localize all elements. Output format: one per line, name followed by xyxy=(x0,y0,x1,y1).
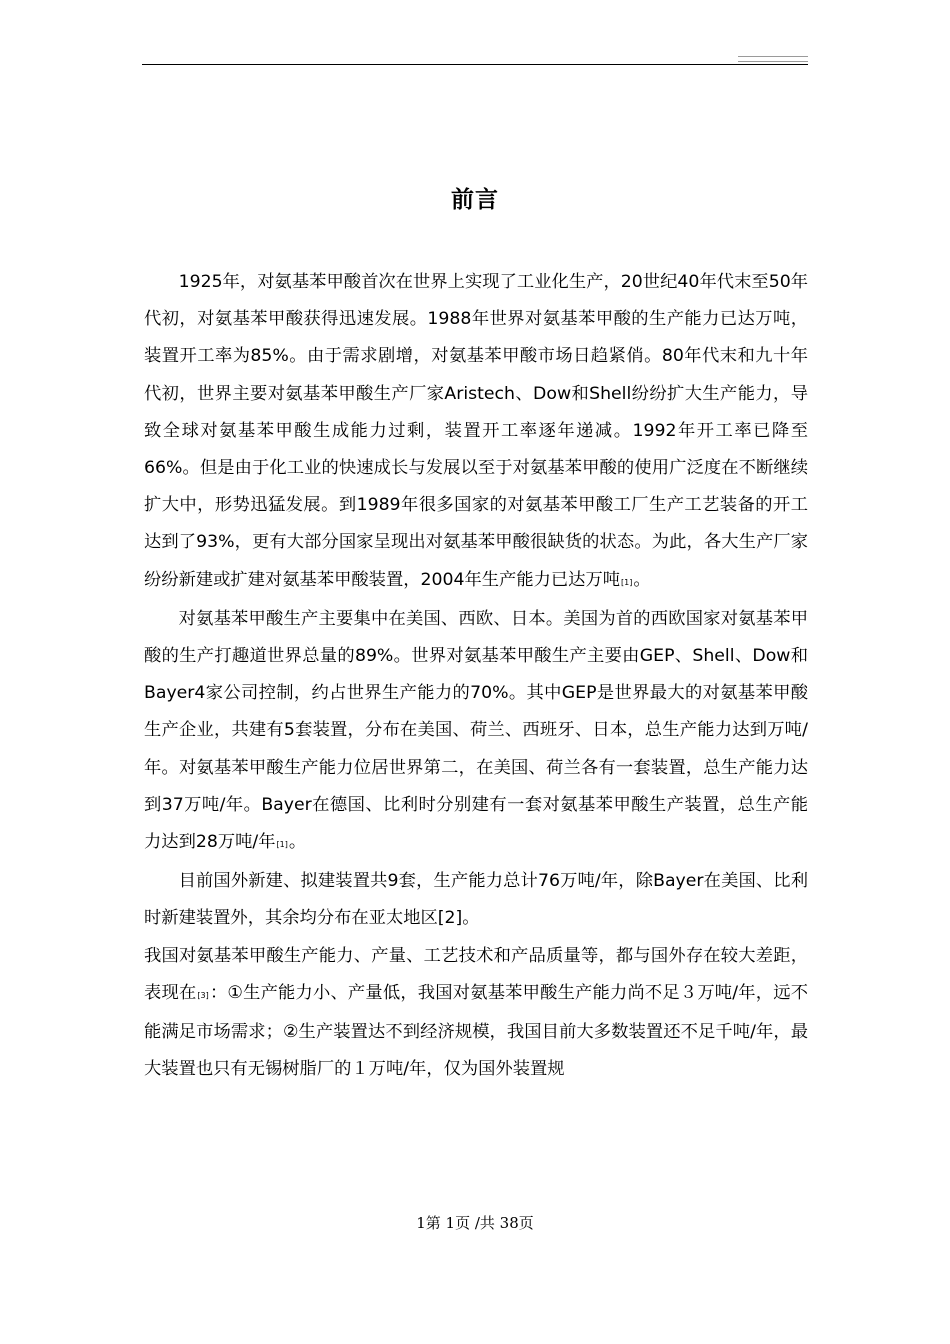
paragraph-text: 我国对氨基苯甲酸生产能力、产量、工艺技术和产品质量等，都与国外存在较大差距，表现在 xyxy=(144,945,808,1003)
paragraph-3 xyxy=(144,863,808,937)
citation: [3] xyxy=(197,990,209,1000)
header-rule xyxy=(142,64,808,65)
citation: [1] xyxy=(276,840,288,850)
paragraph-tail: 。 xyxy=(633,569,651,590)
body-text xyxy=(144,264,808,1088)
paragraph-text: 1925年，对氨基苯甲酸首次在世界上实现了工业化生产，20世纪40年代末至50年代初，对氨基苯甲酸获得迅速发展。1988年世界对氨基苯甲酸的生产能力已达万吨，装置开工率为85%。由于需求剧增，对氨基苯甲酸市场日趋紧俏。80年代末和九十年代初，世界主要对氨基苯甲酸生产厂家Aristech、Dow和Shell纷纷扩大生产能力，导致全球对氨基苯甲酸生成能力过剩，装置开工率逐年递减。1992年开工率已降至66%。但是由于化工业的快速成长与发展以至于对氨基苯甲酸的使用广泛度在不断继续扩大中，形势迅猛发展。到1989年很多国家的对氨基苯甲酸工厂生产工艺装备的开工达到了93%，更有大部分国家呈现出对氨基苯甲酸很缺货的状态。为此，各大生产厂家纷纷新建或扩建对氨基苯甲酸装置，2004年生产能力已达万吨 xyxy=(144,272,808,590)
page-footer: 1第 1页 /共 38页 xyxy=(416,1214,534,1232)
paragraph-text: 对氨基苯甲酸生产主要集中在美国、西欧、日本。美国为首的西欧国家对氨基苯甲酸的生产打趣道世界总量的89%。世界对氨基苯甲酸生产主要由GEP、Shell、Dow和Bayer4家公司控制，约占世界生产能力的70%。其中GEP是世界最大的对氨基苯甲酸生产企业，共建有5套装置，分布在美国、荷兰、西班牙、日本，总生产能力达到万吨/年。对氨基苯甲酸生产能力位居世界第二，在美国、荷兰各有一套装置，总生产能力达到37万吨/年。Bayer在德国、比利时分别建有一套对氨基苯甲酸生产装置，总生产能力达到28万吨/年 xyxy=(144,608,808,853)
citation: [1] xyxy=(621,577,633,587)
paragraph-4 xyxy=(144,938,808,1089)
paragraph-tail: ：①生产能力小、产量低，我国对氨基苯甲酸生产能力尚不足３万吨/年，远不能满足市场需求；②生产装置达不到经济规模，我国目前大多数装置还不足千吨/年，最大装置也只有无锡树脂厂的１万吨/年，仅为国外装置规 xyxy=(144,982,808,1080)
header-mark xyxy=(738,56,808,62)
paragraph-text: 目前国外新建、拟建装置共9套，生产能力总计76万吨/年，除Bayer在美国、比利时新建装置外，其余均分布在亚太地区[2]。 xyxy=(144,871,808,929)
paragraph-1 xyxy=(144,264,808,601)
page-title: 前言 xyxy=(451,187,499,213)
paragraph-tail: 。 xyxy=(288,832,307,853)
paragraph-2 xyxy=(144,601,808,863)
